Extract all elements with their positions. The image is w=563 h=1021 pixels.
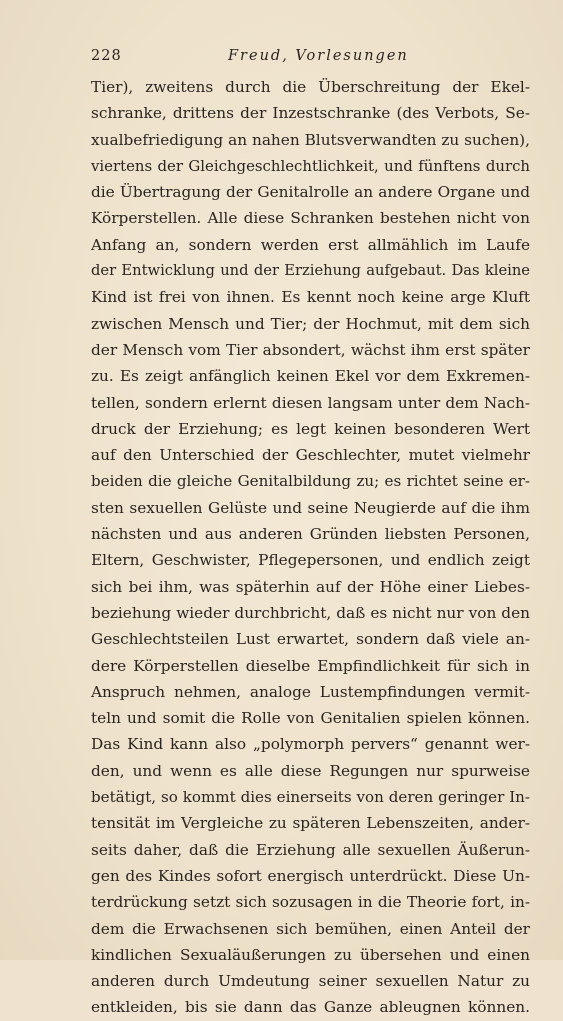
text-line: viertens der Gleichgeschlechtlichkeit, und fünftens durch (91, 156, 530, 175)
text-line: auf den Unterschied der Geschlechter, mutet vielmehr (91, 446, 530, 465)
text-line: sich bei ihm, was späterhin auf der Höhe einer Liebes- (91, 577, 530, 596)
text-line: der Mensch vom Tier absondert, wächst ihm erst später (91, 340, 530, 359)
running-head (91, 48, 531, 68)
text-line: zu. Es zeigt anfänglich keinen Ekel vor dem Exkremen- (91, 367, 530, 386)
text-line: Das Kind kann also „polymorph pervers“ genannt wer- (91, 735, 530, 754)
text-line: nächsten und aus anderen Gründen liebsten Personen, (91, 525, 530, 544)
text-line: Anspruch nehmen, analoge Lustempfindungen vermit- (91, 682, 530, 701)
text-line: schranke, drittens der Inzestschranke (des Verbots, Se- (91, 104, 530, 123)
text-line: druck der Erziehung; es legt keinen besonderen Wert (91, 419, 530, 438)
text-line: tensität im Vergleiche zu späteren Lebenszeiten, ander- (91, 814, 530, 833)
text-line: der Entwicklung und der Erziehung aufgebaut. Das kleine (91, 262, 530, 280)
text-line: beiden die gleiche Genitalbildung zu; es richtet seine er- (91, 472, 530, 491)
text-line: die Übertragung der Genitalrolle an andere Organe und (91, 183, 530, 202)
text-line: Tier), zweitens durch die Überschreitung der Ekel- (91, 78, 530, 96)
text-line: Eltern, Geschwister, Pflegepersonen, und endlich zeigt (91, 551, 530, 570)
text-line: den, und wenn es alle diese Regungen nur spurweise (91, 761, 530, 780)
page-number: 228 (91, 48, 122, 64)
text-line: Kind ist frei von ihnen. Es kennt noch keine arge Kluft (91, 288, 530, 307)
text-line: Anfang an, sondern werden erst allmählich im Laufe (91, 235, 530, 254)
text-line: gen des Kindes sofort energisch unterdrückt. Diese Un- (91, 866, 530, 885)
text-line: Körperstellen. Alle diese Schranken bestehen nicht von (91, 209, 530, 228)
text-line: anderen durch Umdeutung seiner sexuellen Natur zu (91, 972, 530, 991)
text-line: teln und somit die Rolle von Genitalien spielen können. (91, 709, 530, 728)
text-line: sten sexuellen Gelüste und seine Neugierde auf die ihm (91, 498, 530, 517)
text-line: entkleiden, bis sie dann das Ganze ableugnen können. (91, 998, 530, 1017)
text-line: dere Körperstellen dieselbe Empfindlichkeit für sich in (91, 656, 530, 675)
text-line: kindlichen Sexualäußerungen zu übersehen und einen (91, 945, 530, 964)
running-title: Freud, Vorlesungen (228, 48, 409, 64)
text-line: zwischen Mensch und Tier; der Hochmut, mit dem sich (91, 314, 530, 333)
text-line: Geschlechtsteilen Lust erwartet, sondern daß viele an- (91, 630, 530, 649)
text-line: beziehung wieder durchbricht, daß es nicht nur von den (91, 603, 530, 622)
text-line: xualbefriedigung an nahen Blutsverwandten zu suchen), (91, 130, 530, 149)
text-line: tellen, sondern erlernt diesen langsam unter dem Nach- (91, 393, 530, 412)
text-line: dem die Erwachsenen sich bemühen, einen Anteil der (91, 919, 530, 938)
text-line: seits daher, daß die Erziehung alle sexuellen Äußerun- (91, 840, 530, 859)
body-text (91, 74, 530, 1021)
text-line: terdrückung setzt sich sozusagen in die Theorie fort, in- (91, 893, 530, 912)
text-line: betätigt, so kommt dies einerseits von deren geringer In- (91, 788, 530, 807)
